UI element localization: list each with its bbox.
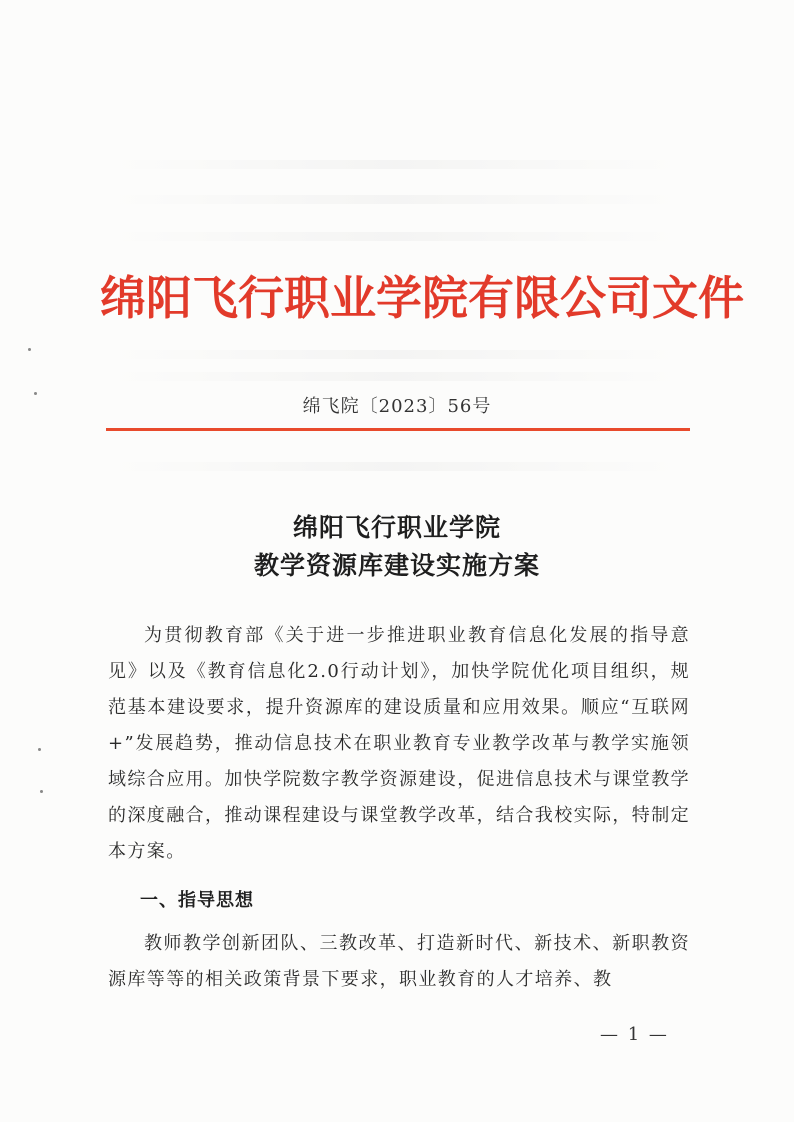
scan-bleed — [110, 195, 680, 204]
scan-bleed — [110, 232, 680, 241]
section-heading-guiding-ideology: 一、指导思想 — [140, 890, 254, 911]
scan-bleed — [110, 350, 680, 359]
page-number: — 1 — — [600, 1024, 669, 1045]
scan-bleed — [110, 372, 680, 381]
document-title-line-1: 绵阳飞行职业学院 — [292, 513, 501, 542]
scan-speck — [28, 348, 31, 351]
scan-speck — [38, 748, 41, 751]
scan-bleed — [110, 160, 680, 169]
scan-speck — [40, 790, 43, 793]
section-1-paragraph: 教师教学创新团队、三教改革、打造新时代、新技术、新职教资源库等等的相关政策背景下要求，职业教育的人才培养、教 — [108, 933, 690, 990]
document-title-line-2: 教学资源库建设实施方案 — [253, 551, 540, 580]
document-number: 绵飞院〔2023〕56号 — [302, 396, 492, 417]
header-divider-rule — [106, 428, 690, 431]
intro-paragraph: 为贯彻教育部《关于进一步推进职业教育信息化发展的指导意见》以及《教育信息化2.0行动计划》，加快学院优化项目组织，规范基本建设要求，提升资源库的建设质量和应用效果。顺应“互联网+”发展趋势，推动信息技术在职业教育专业教学改革与教学实施领域综合应用。加快学院数字教学资源建设，促进信息技术与课堂教学的深度融合，推动课程建设与课堂教学改革，结合我校实际，特制定本方案。 — [108, 625, 690, 862]
scan-bleed — [110, 462, 680, 471]
organization-header-title: 绵阳飞行职业学院有限公司文件 — [100, 271, 744, 325]
